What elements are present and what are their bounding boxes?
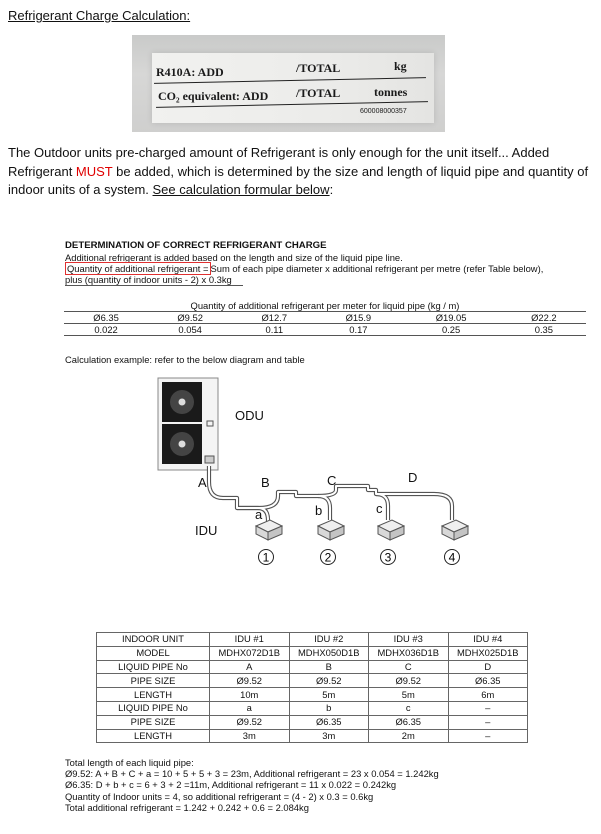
idu-table-row — [97, 688, 528, 702]
idu-table-cell: Ø9.52 — [369, 674, 449, 688]
pipe-size-row — [64, 312, 586, 324]
idu-table-cell: Ø9.52 — [210, 674, 290, 688]
intro-text-2: be added, which is determined by the size and length of liquid pipe and quantity of indoor units of a system. — [8, 163, 589, 197]
idu-table-cell: MDHX025D1B — [448, 646, 528, 660]
idu-number-label: 2 — [324, 550, 332, 565]
idu-unit-icon — [318, 520, 344, 540]
idu-table-cell: MDHX072D1B — [210, 646, 290, 660]
idu-table-cell: b — [289, 701, 369, 715]
totals-block — [65, 757, 439, 813]
pipe-label-c: C — [327, 473, 337, 488]
idu-table-cell: IDU #2 — [289, 633, 369, 647]
idu-table-cell: 3m — [210, 729, 290, 743]
idu-table-cell: IDU #3 — [369, 633, 449, 647]
pipe-label-b: B — [261, 475, 270, 490]
idu-table-cell: C — [369, 660, 449, 674]
label-card — [152, 53, 434, 123]
idu-table-row — [97, 715, 528, 729]
pipe-value-row — [64, 324, 586, 336]
intro-text-1: The Outdoor units pre-charged amount of Refrigerant is only enough for the unit itself... Added Refrigerant — [8, 145, 550, 179]
idu-number-label: 1 — [262, 550, 270, 565]
idu-table-cell: c — [369, 701, 449, 715]
idu-table-row-header: LIQUID PIPE No — [97, 660, 210, 674]
pipe-rate-cell: 0.11 — [232, 324, 316, 336]
idu-table-cell: IDU #1 — [210, 633, 290, 647]
idu-table-cell: 10m — [210, 688, 290, 702]
intro-text-end: : — [329, 182, 334, 197]
totals-line: Ø6.35: D + b + c = 6 + 3 + 2 =11m, Additional refrigerant = 11 x 0.022 = 0.242kg — [65, 779, 397, 791]
doc-title: DETERMINATION OF CORRECT REFRIGERANT CHARGE — [65, 240, 327, 251]
doc-line-2-rest: Sum of each pipe diameter x additional refrigerant per metre (refer Table below), — [210, 263, 544, 274]
pipe-size-cell: Ø15.9 — [316, 312, 400, 324]
label-unit-kg: kg — [394, 59, 407, 73]
pipe-rate-cell: 0.17 — [316, 324, 400, 336]
totals-line: Total additional refrigerant = 1.242 + 0.242 + 0.6 = 2.084kg — [65, 801, 309, 813]
idu-table-row-header: PIPE SIZE — [97, 674, 210, 688]
page-heading: Refrigerant Charge Calculation: — [8, 8, 191, 23]
idu-table-cell: D — [448, 660, 528, 674]
pipe-rate-cell: 0.25 — [400, 324, 501, 336]
label-serial: 600008000357 — [360, 108, 407, 115]
idu-table-cell: MDHX036D1B — [369, 646, 449, 660]
idu-number-label: 4 — [448, 550, 456, 565]
label-total-2: /TOTAL — [296, 86, 341, 100]
idu-table-cell: Ø6.35 — [448, 674, 528, 688]
label-r410a: R410A: ADD — [156, 65, 224, 79]
pipe-size-cell: Ø12.7 — [232, 312, 316, 324]
pipe-rate-cell: 0.35 — [502, 324, 586, 336]
indoor-unit-table — [96, 632, 528, 743]
idu-table-row — [97, 729, 528, 743]
label-total-1: /TOTAL — [296, 61, 341, 75]
piping-diagram — [0, 370, 601, 570]
totals-line: Ø9.52: A + B + C + a = 10 + 5 + 5 + 3 = 23m, Additional refrigerant = 23 x 0.054 = 1.242kg — [65, 768, 439, 780]
idu-table-cell: – — [448, 701, 528, 715]
idu-table-cell: 6m — [448, 688, 528, 702]
label-unit-tonnes: tonnes — [374, 85, 408, 99]
idu-table-row — [97, 633, 528, 647]
doc-line-3: plus (quantity of indoor units - 2) x 0.3kg — [65, 274, 243, 286]
idu-unit-icon — [442, 520, 468, 540]
branch-label-c: c — [376, 501, 383, 516]
intro-must: MUST — [75, 163, 113, 179]
refrigerant-label-photo — [132, 35, 445, 132]
intro-paragraph — [8, 144, 596, 200]
pipe-size-cell: Ø22.2 — [502, 312, 586, 324]
idu-number-label: 3 — [384, 550, 392, 565]
doc-line-2 — [65, 263, 543, 274]
diagram-labels — [195, 408, 417, 538]
doc-line-1: Additional refrigerant is added based on the length and size of the liquid pipe line. — [65, 252, 403, 263]
label-co2: CO₂ equivalent: ADD — [158, 89, 269, 103]
pipe-rate-table — [64, 300, 586, 336]
idu-table-cell: – — [448, 729, 528, 743]
idu-table-row — [97, 646, 528, 660]
idu-unit-icon — [256, 520, 282, 540]
calc-example-line: Calculation example: refer to the below diagram and table — [65, 354, 305, 365]
totals-line: Total length of each liquid pipe: — [65, 757, 194, 768]
idu-table-cell: Ø9.52 — [289, 674, 369, 688]
branch-label-b: b — [315, 503, 323, 518]
idu-number-circles — [259, 550, 460, 565]
totals-line: Quantity of Indoor units = 4, so additional refrigerant = (4 - 2) x 0.3 = 0.6kg — [65, 790, 374, 802]
idu-table-cell: MDHX050D1B — [289, 646, 369, 660]
idu-table-cell: Ø9.52 — [210, 715, 290, 729]
pipe-size-cell: Ø9.52 — [148, 312, 232, 324]
idu-table-cell: 3m — [289, 729, 369, 743]
idu-table-row — [97, 674, 528, 688]
idu-table-row-header: MODEL — [97, 646, 210, 660]
pipe-rate-cell: 0.054 — [148, 324, 232, 336]
idu-table-cell: IDU #4 — [448, 633, 528, 647]
idu-table-row-header: LENGTH — [97, 729, 210, 743]
idu-table-cell: B — [289, 660, 369, 674]
idu-table-cell: 5m — [369, 688, 449, 702]
doc-line-2-boxed: Quantity of additional refrigerant = — [67, 263, 209, 274]
idu-label: IDU — [195, 523, 218, 538]
idu-table-row — [97, 660, 528, 674]
idu-units — [256, 520, 468, 540]
idu-table-cell: Ø6.35 — [369, 715, 449, 729]
pipe-table-caption: Quantity of additional refrigerant per meter for liquid pipe (kg / m) — [190, 300, 460, 311]
idu-table-row-header: LIQUID PIPE No — [97, 701, 210, 715]
intro-calc-link[interactable]: See calculation formular below — [152, 182, 330, 197]
idu-table-cell: Ø6.35 — [289, 715, 369, 729]
pipe-label-a: A — [198, 475, 207, 490]
branch-label-a: a — [255, 507, 263, 522]
pipe-rate-cell: 0.022 — [64, 324, 148, 336]
idu-table-row-header: PIPE SIZE — [97, 715, 210, 729]
idu-table-row-header: INDOOR UNIT — [97, 633, 210, 647]
odu-unit-icon — [158, 378, 218, 470]
pipe-label-d: D — [408, 470, 418, 485]
idu-table-cell: – — [448, 715, 528, 729]
idu-table-cell: 2m — [369, 729, 449, 743]
idu-table-cell: 5m — [289, 688, 369, 702]
pipe-size-cell: Ø6.35 — [64, 312, 148, 324]
idu-unit-icon — [378, 520, 404, 540]
idu-table-cell: A — [210, 660, 290, 674]
pipe-size-cell: Ø19.05 — [400, 312, 501, 324]
idu-table-row-header: LENGTH — [97, 688, 210, 702]
idu-table-cell: a — [210, 701, 290, 715]
idu-table-row — [97, 701, 528, 715]
odu-label: ODU — [235, 408, 264, 423]
